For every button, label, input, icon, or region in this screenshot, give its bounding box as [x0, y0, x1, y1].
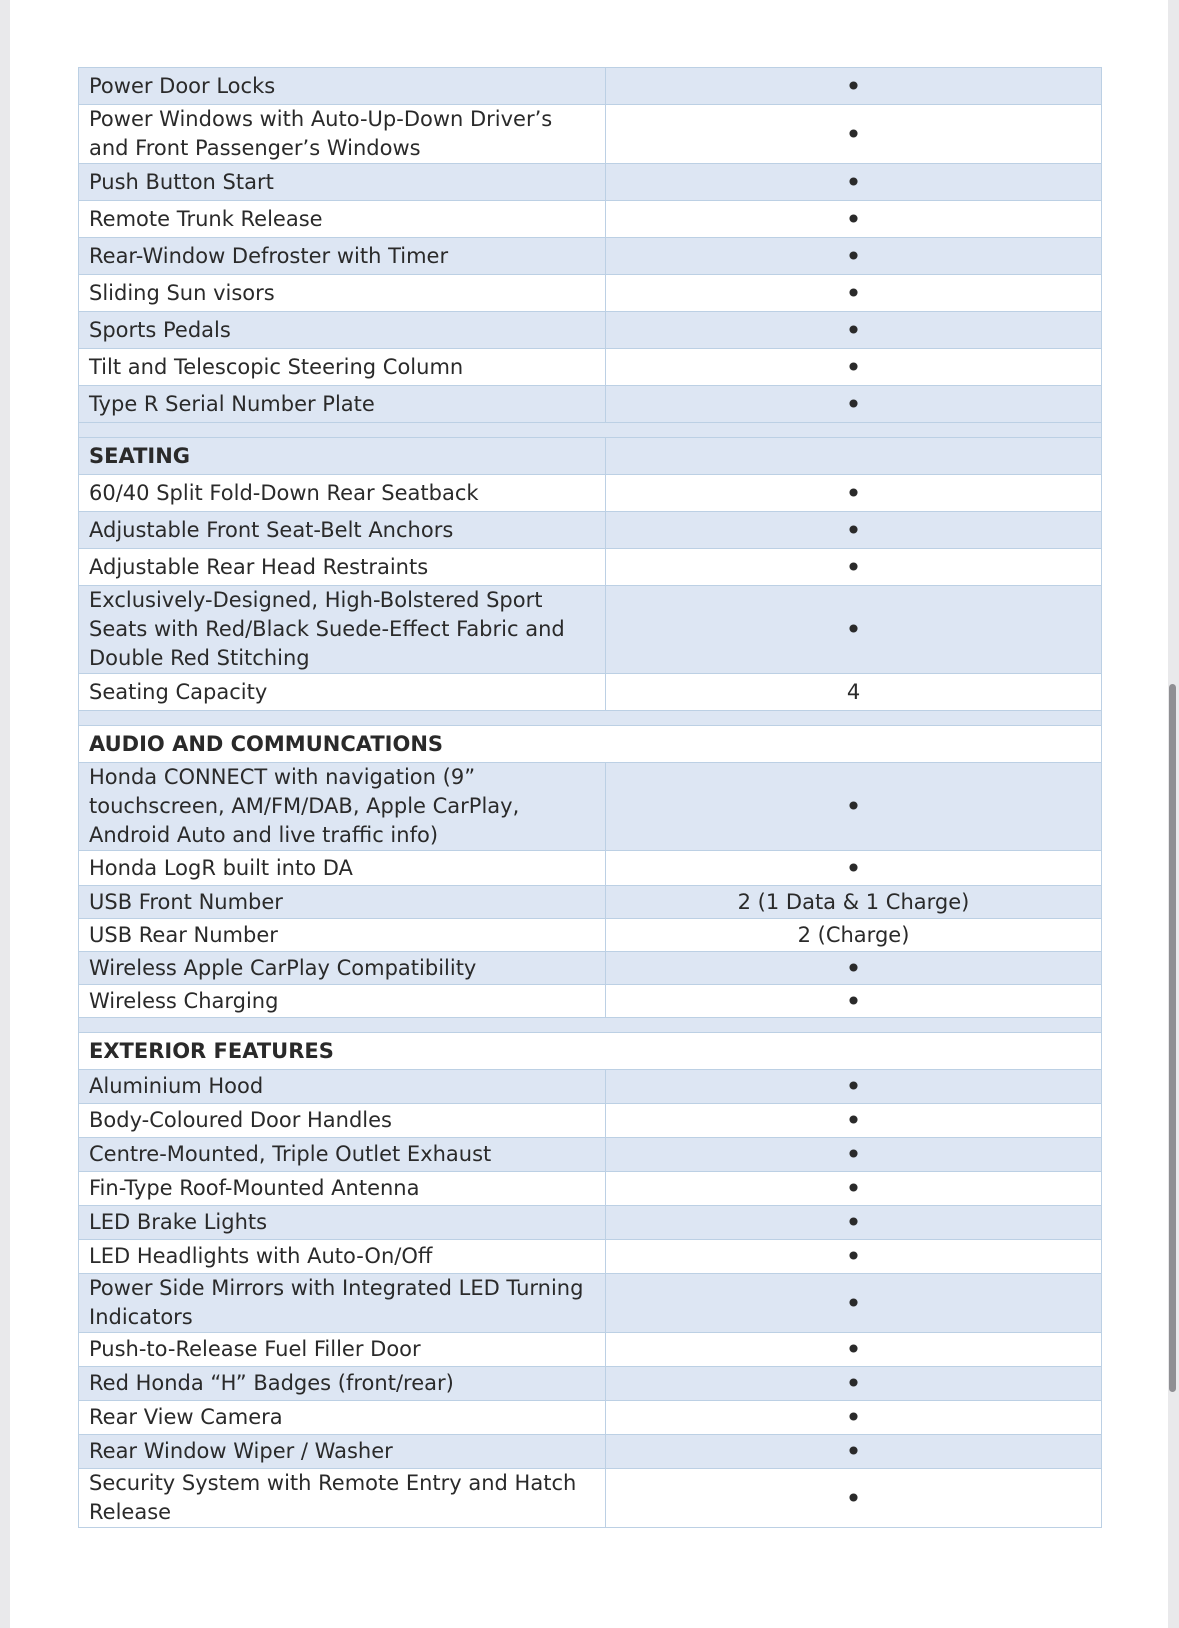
feature-value-text: • [845, 350, 862, 384]
vertical-scrollbar[interactable] [1169, 684, 1176, 1392]
section-title: SEATING [79, 438, 606, 475]
feature-label: Power Windows with Auto-Up-Down Driver’s and Front Passenger’s Windows [79, 105, 606, 164]
feature-value [606, 1367, 1102, 1401]
spec-table [78, 67, 1102, 1528]
feature-value [606, 164, 1102, 201]
feature-value-text: • [845, 1401, 862, 1434]
feature-label: USB Front Number [79, 886, 606, 919]
feature-value-text: • [845, 790, 862, 823]
feature-value [606, 349, 1102, 386]
section-header-blank [606, 1033, 1102, 1070]
document-page [10, 0, 1168, 1628]
feature-label: Centre-Mounted, Triple Outlet Exhaust [79, 1138, 606, 1172]
feature-value [606, 475, 1102, 512]
feature-value-text: • [845, 313, 862, 347]
table-row [79, 1240, 1102, 1274]
table-row [79, 1401, 1102, 1435]
feature-value-text: • [845, 984, 862, 1018]
feature-value-text: • [845, 951, 862, 985]
feature-value-text: • [845, 387, 862, 421]
table-row [79, 985, 1102, 1018]
feature-value [606, 1070, 1102, 1104]
feature-value-text: • [845, 550, 862, 584]
feature-value-text: • [845, 513, 862, 547]
spacer-cell [79, 423, 1102, 438]
feature-label: Honda LogR built into DA [79, 851, 606, 886]
feature-value-text: • [845, 1206, 862, 1239]
feature-label: Wireless Charging [79, 985, 606, 1018]
feature-label: Type R Serial Number Plate [79, 386, 606, 423]
table-row [79, 105, 1102, 164]
feature-label: USB Rear Number [79, 919, 606, 952]
feature-value-text: • [845, 1333, 862, 1366]
section-header [79, 726, 1102, 763]
table-row [79, 1435, 1102, 1469]
section-title: EXTERIOR FEATURES [79, 1033, 606, 1070]
feature-value [606, 1206, 1102, 1240]
feature-value-text: • [845, 1070, 862, 1103]
feature-label: Wireless Apple CarPlay Compatibility [79, 952, 606, 985]
feature-value [606, 1138, 1102, 1172]
feature-label: Red Honda “H” Badges (front/rear) [79, 1367, 606, 1401]
feature-label: Exclusively-Designed, High-Bolstered Sport Seats with Red/Black Suede-Effect Fabric and Double Red Stitching [79, 586, 606, 674]
feature-value [606, 1435, 1102, 1469]
table-row [79, 919, 1102, 952]
feature-value-text: • [845, 202, 862, 236]
feature-label: LED Brake Lights [79, 1206, 606, 1240]
table-row [79, 763, 1102, 851]
feature-value-text: • [845, 69, 862, 103]
section-header-blank [606, 726, 1102, 763]
section-header [79, 1033, 1102, 1070]
table-row [79, 512, 1102, 549]
section-spacer [79, 423, 1102, 438]
feature-value-text: • [845, 1240, 862, 1273]
section-header-blank [606, 438, 1102, 475]
table-row [79, 275, 1102, 312]
feature-label: Tilt and Telescopic Steering Column [79, 349, 606, 386]
table-row [79, 886, 1102, 919]
feature-label: Rear Window Wiper / Washer [79, 1435, 606, 1469]
feature-label: Push-to-Release Fuel Filler Door [79, 1333, 606, 1367]
table-row [79, 238, 1102, 275]
spacer-cell [79, 1018, 1102, 1033]
feature-value-text: 2 (Charge) [797, 922, 910, 947]
feature-value-text: 2 (1 Data & 1 Charge) [737, 889, 970, 914]
feature-value [606, 1469, 1102, 1528]
table-row [79, 1469, 1102, 1528]
feature-value [606, 1333, 1102, 1367]
feature-value [606, 1274, 1102, 1333]
table-row [79, 1206, 1102, 1240]
feature-value [606, 674, 1102, 711]
table-row [79, 851, 1102, 886]
feature-value-text: • [845, 1138, 862, 1171]
feature-value [606, 763, 1102, 851]
feature-label: Security System with Remote Entry and Hatch Release [79, 1469, 606, 1528]
feature-value [606, 586, 1102, 674]
feature-value-text: • [845, 1481, 862, 1515]
feature-label: Body-Coloured Door Handles [79, 1104, 606, 1138]
table-row [79, 549, 1102, 586]
table-row [79, 1172, 1102, 1206]
feature-label: Sliding Sun visors [79, 275, 606, 312]
feature-label: Adjustable Rear Head Restraints [79, 549, 606, 586]
feature-value [606, 1401, 1102, 1435]
feature-label: Power Door Locks [79, 68, 606, 105]
feature-value [606, 851, 1102, 886]
feature-value-text: • [845, 613, 862, 646]
feature-label: Sports Pedals [79, 312, 606, 349]
feature-value-text: • [845, 476, 862, 510]
feature-value [606, 105, 1102, 164]
feature-value [606, 549, 1102, 586]
feature-value [606, 952, 1102, 985]
feature-value-text: • [845, 851, 862, 885]
table-row [79, 952, 1102, 985]
feature-value [606, 886, 1102, 919]
section-spacer [79, 711, 1102, 726]
feature-label: Fin-Type Roof-Mounted Antenna [79, 1172, 606, 1206]
feature-value [606, 512, 1102, 549]
feature-value-text: • [845, 276, 862, 310]
feature-value [606, 275, 1102, 312]
feature-value [606, 1240, 1102, 1274]
section-spacer [79, 1018, 1102, 1033]
table-row [79, 312, 1102, 349]
table-row [79, 1333, 1102, 1367]
table-row [79, 164, 1102, 201]
feature-value-text: • [845, 1367, 862, 1400]
feature-value-text: • [845, 1286, 862, 1320]
feature-value [606, 386, 1102, 423]
feature-value [606, 238, 1102, 275]
table-row [79, 1138, 1102, 1172]
feature-label: 60/40 Split Fold-Down Rear Seatback [79, 475, 606, 512]
feature-value [606, 1172, 1102, 1206]
table-row [79, 475, 1102, 512]
section-title: AUDIO AND COMMUNCATIONS [79, 726, 606, 763]
feature-label: Rear View Camera [79, 1401, 606, 1435]
feature-label: Remote Trunk Release [79, 201, 606, 238]
table-row [79, 349, 1102, 386]
feature-label: LED Headlights with Auto-On/Off [79, 1240, 606, 1274]
feature-label: Push Button Start [79, 164, 606, 201]
table-row [79, 68, 1102, 105]
table-row [79, 201, 1102, 238]
feature-value [606, 201, 1102, 238]
feature-value [606, 68, 1102, 105]
feature-label: Aluminium Hood [79, 1070, 606, 1104]
table-row [79, 586, 1102, 674]
feature-value [606, 312, 1102, 349]
feature-value-text: • [845, 117, 862, 151]
table-row [79, 386, 1102, 423]
feature-value-text: 4 [846, 679, 861, 704]
feature-value-text: • [845, 239, 862, 273]
feature-value [606, 1104, 1102, 1138]
spacer-cell [79, 711, 1102, 726]
feature-value-text: • [845, 165, 862, 199]
feature-value-text: • [845, 1435, 862, 1468]
feature-value-text: • [845, 1172, 862, 1205]
table-row [79, 1274, 1102, 1333]
feature-label: Power Side Mirrors with Integrated LED Turning Indicators [79, 1274, 606, 1333]
table-row [79, 674, 1102, 711]
section-header [79, 438, 1102, 475]
feature-value [606, 919, 1102, 952]
feature-value [606, 985, 1102, 1018]
feature-label: Adjustable Front Seat-Belt Anchors [79, 512, 606, 549]
feature-value-text: • [845, 1104, 862, 1137]
table-row [79, 1367, 1102, 1401]
feature-label: Honda CONNECT with navigation (9” touchscreen, AM/FM/DAB, Apple CarPlay, Android Auto and live traffic info) [79, 763, 606, 851]
table-row [79, 1070, 1102, 1104]
table-row [79, 1104, 1102, 1138]
feature-label: Seating Capacity [79, 674, 606, 711]
feature-label: Rear-Window Defroster with Timer [79, 238, 606, 275]
